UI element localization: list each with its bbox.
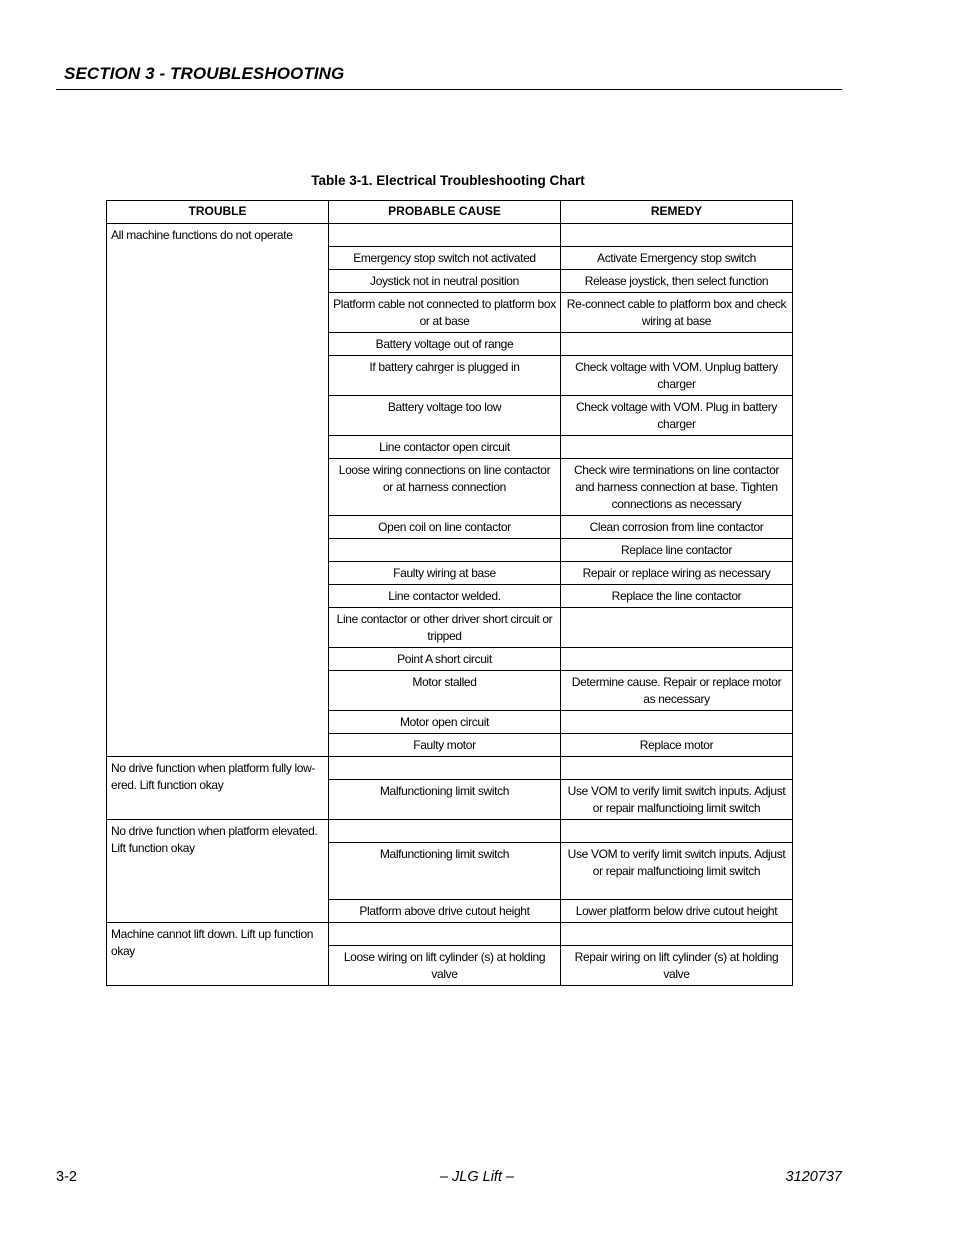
table-body — [107, 224, 793, 986]
header-rule — [56, 89, 842, 90]
remedy-cell: Release joystick, then select function — [561, 270, 793, 293]
remedy-cell: Replace line contactor — [561, 539, 793, 562]
table-row — [107, 757, 793, 780]
remedy-cell — [561, 333, 793, 356]
probable-cause-cell: Line contactor or other driver short circuit or tripped — [329, 608, 561, 648]
remedy-cell: Replace motor — [561, 734, 793, 757]
remedy-cell: Replace the line contactor — [561, 585, 793, 608]
probable-cause-cell: Faulty wiring at base — [329, 562, 561, 585]
probable-cause-cell — [329, 539, 561, 562]
probable-cause-cell: Emergency stop switch not activated — [329, 247, 561, 270]
probable-cause-cell: Point A short circuit — [329, 648, 561, 671]
trouble-cell: All machine functions do not operate — [107, 224, 329, 757]
remedy-cell — [561, 648, 793, 671]
troubleshooting-table — [106, 200, 793, 986]
remedy-cell: Repair or replace wiring as necessary — [561, 562, 793, 585]
probable-cause-cell: Malfunctioning limit switch — [329, 843, 561, 900]
probable-cause-cell: Line contactor open circuit — [329, 436, 561, 459]
probable-cause-cell — [329, 224, 561, 247]
remedy-cell: Lower platform below drive cutout height — [561, 900, 793, 923]
probable-cause-cell: Line contactor welded. — [329, 585, 561, 608]
remedy-cell — [561, 436, 793, 459]
probable-cause-cell: Platform cable not connected to platform box or at base — [329, 293, 561, 333]
remedy-cell — [561, 923, 793, 946]
probable-cause-cell: Faulty motor — [329, 734, 561, 757]
remedy-cell: Check wire terminations on line contactor and harness connection at base. Tighten connections as necessary — [561, 459, 793, 516]
remedy-cell: Use VOM to verify limit switch inputs. Adjust or repair malfunctioing limit switch — [561, 780, 793, 820]
remedy-cell: Activate Emergency stop switch — [561, 247, 793, 270]
probable-cause-cell: Malfunctioning limit switch — [329, 780, 561, 820]
trouble-cell: Machine cannot lift down. Lift up function okay — [107, 923, 329, 986]
remedy-cell — [561, 711, 793, 734]
table-row — [107, 224, 793, 247]
remedy-cell: Clean corrosion from line contactor — [561, 516, 793, 539]
remedy-cell: Re-connect cable to platform box and check wiring at base — [561, 293, 793, 333]
section-title: SECTION 3 - TROUBLESHOOTING — [64, 64, 345, 83]
probable-cause-cell: Battery voltage too low — [329, 396, 561, 436]
probable-cause-cell — [329, 820, 561, 843]
table-header-row — [107, 201, 793, 224]
trouble-cell: No drive function when platform elevated. Lift function okay — [107, 820, 329, 923]
remedy-cell: Determine cause. Repair or replace motor as necessary — [561, 671, 793, 711]
trouble-cell: No drive function when platform fully low-ered. Lift function okay — [107, 757, 329, 820]
probable-cause-cell: Motor open circuit — [329, 711, 561, 734]
table-row — [107, 820, 793, 843]
document-number: 3120737 — [785, 1169, 842, 1185]
remedy-cell — [561, 757, 793, 780]
probable-cause-cell: Motor stalled — [329, 671, 561, 711]
publisher-label: – JLG Lift – — [439, 1169, 515, 1185]
probable-cause-cell: Platform above drive cutout height — [329, 900, 561, 923]
remedy-cell — [561, 224, 793, 247]
probable-cause-cell: Open coil on line contactor — [329, 516, 561, 539]
probable-cause-cell: Loose wiring on lift cylinder (s) at holding valve — [329, 946, 561, 986]
probable-cause-cell — [329, 923, 561, 946]
remedy-cell: Check voltage with VOM. Plug in battery charger — [561, 396, 793, 436]
table-caption: Table 3-1. Electrical Troubleshooting Chart — [311, 173, 585, 188]
probable-cause-cell: Loose wiring connections on line contactor or at harness connection — [329, 459, 561, 516]
page-number: 3-2 — [56, 1169, 77, 1185]
remedy-cell: Repair wiring on lift cylinder (s) at holding valve — [561, 946, 793, 986]
column-header-trouble: TROUBLE — [107, 201, 329, 224]
probable-cause-cell: Joystick not in neutral position — [329, 270, 561, 293]
probable-cause-cell: If battery cahrger is plugged in — [329, 356, 561, 396]
probable-cause-cell — [329, 757, 561, 780]
remedy-cell: Use VOM to verify limit switch inputs. Adjust or repair malfunctioing limit switch — [561, 843, 793, 900]
remedy-cell — [561, 820, 793, 843]
table-row — [107, 923, 793, 946]
remedy-cell: Check voltage with VOM. Unplug battery charger — [561, 356, 793, 396]
column-header-probable-cause: PROBABLE CAUSE — [329, 201, 561, 224]
probable-cause-cell: Battery voltage out of range — [329, 333, 561, 356]
remedy-cell — [561, 608, 793, 648]
column-header-remedy: REMEDY — [561, 201, 793, 224]
